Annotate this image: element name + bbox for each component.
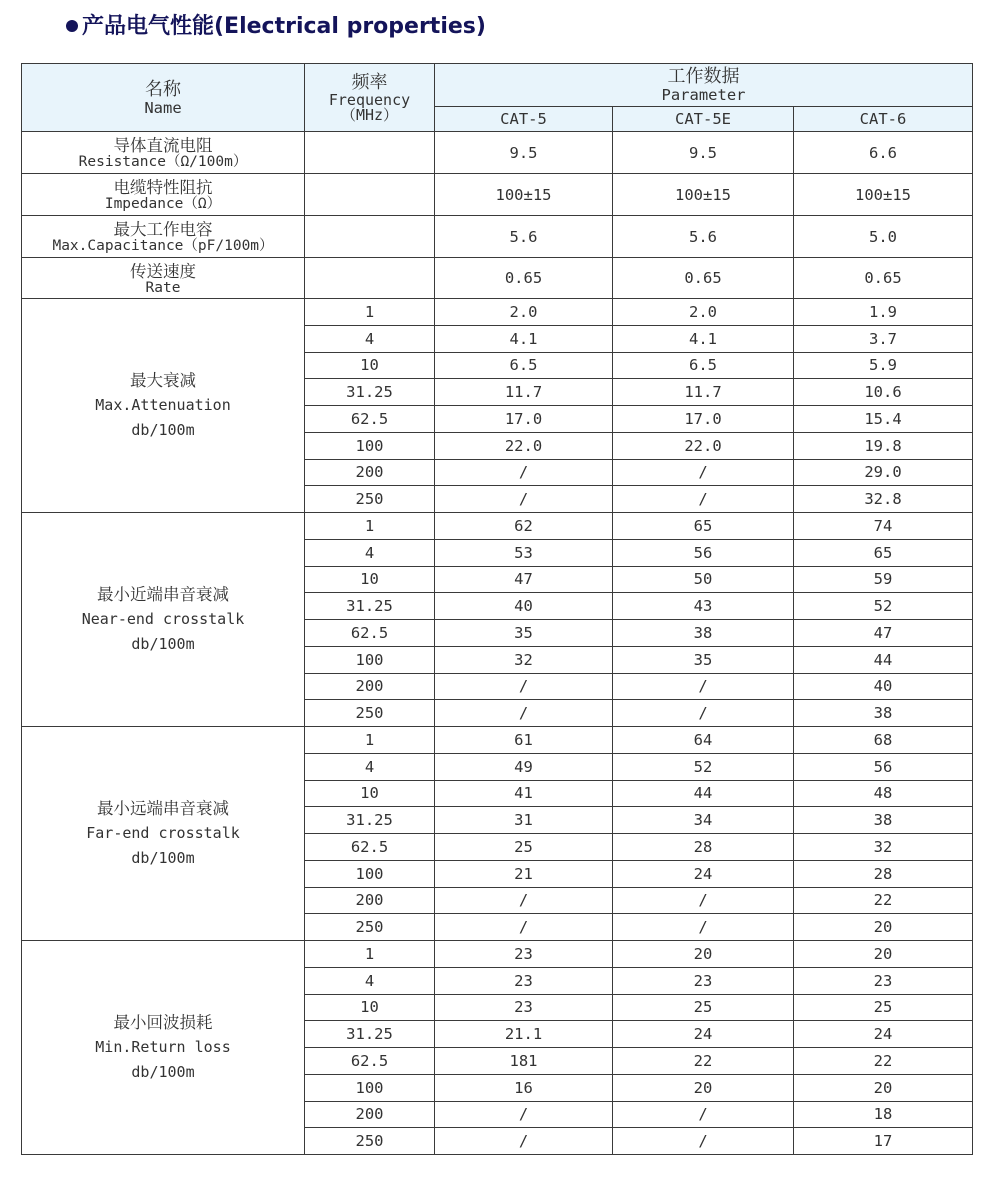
cat5e-value-cell: 100±15 <box>613 174 794 216</box>
cat5e-value-cell: 35 <box>613 646 794 673</box>
frequency-cell-empty <box>305 174 435 216</box>
cat5e-value-cell: 28 <box>613 834 794 861</box>
cat5e-value-cell: / <box>613 1101 794 1128</box>
group-name-zh: 最大衰减 <box>130 371 196 390</box>
frequency-cell: 31.25 <box>305 379 435 406</box>
cat5-value-cell: 23 <box>435 967 613 994</box>
cat6-value-cell: 24 <box>794 1021 973 1048</box>
frequency-cell-empty <box>305 216 435 258</box>
cat5-value-cell: 40 <box>435 593 613 620</box>
frequency-cell: 200 <box>305 673 435 700</box>
page-title-text: 产品电气性能(Electrical properties) <box>82 14 486 39</box>
frequency-cell: 250 <box>305 486 435 513</box>
cat6-value-cell: 1.9 <box>794 299 973 326</box>
frequency-cell: 1 <box>305 513 435 540</box>
cat6-value-cell: 65 <box>794 539 973 566</box>
frequency-cell: 250 <box>305 1128 435 1155</box>
frequency-cell: 31.25 <box>305 1021 435 1048</box>
cat5-value-cell: 0.65 <box>435 258 613 299</box>
cat5e-value-cell: 24 <box>613 1021 794 1048</box>
cat5e-value-cell: 6.5 <box>613 352 794 379</box>
property-name-en: Impedance（Ω） <box>104 196 222 212</box>
property-name-en: Max.Capacitance（pF/100m） <box>52 238 274 254</box>
cat6-value-cell: 38 <box>794 700 973 727</box>
measurement-row <box>22 941 973 968</box>
cat5e-value-cell: 38 <box>613 620 794 647</box>
name-header <box>22 64 305 132</box>
cat5e-value-cell: 22 <box>613 1048 794 1075</box>
cat6-value-cell: 59 <box>794 566 973 593</box>
cat5e-value-cell: 44 <box>613 780 794 807</box>
property-name-en: Resistance（Ω/100m） <box>78 154 248 170</box>
cat5e-value-cell: 22.0 <box>613 432 794 459</box>
electrical-properties-table <box>21 63 973 1155</box>
group-name-en: Max.Attenuation <box>95 396 231 414</box>
frequency-cell: 10 <box>305 352 435 379</box>
cat5-value-cell: 25 <box>435 834 613 861</box>
cat6-value-cell: 20 <box>794 914 973 941</box>
cat5e-value-cell: 52 <box>613 753 794 780</box>
cat6-value-cell: 74 <box>794 513 973 540</box>
cat6-value-cell: 40 <box>794 673 973 700</box>
frequency-cell-empty <box>305 258 435 299</box>
frequency-cell: 200 <box>305 1101 435 1128</box>
cat5e-value-cell: 9.5 <box>613 132 794 174</box>
cat5e-value-cell: 2.0 <box>613 299 794 326</box>
property-row <box>22 258 973 299</box>
cat6-value-cell: 20 <box>794 1074 973 1101</box>
cat5-value-cell: / <box>435 700 613 727</box>
frequency-cell: 10 <box>305 566 435 593</box>
cat6-value-cell: 100±15 <box>794 174 973 216</box>
cat5-value-cell: 11.7 <box>435 379 613 406</box>
cat6-value-cell: 20 <box>794 941 973 968</box>
parameter-header-en: Parameter <box>661 86 746 104</box>
frequency-cell: 1 <box>305 299 435 326</box>
cat5-value-cell: 23 <box>435 994 613 1021</box>
name-header-zh: 名称 <box>145 78 181 100</box>
cat5-value-cell: 53 <box>435 539 613 566</box>
cat6-value-cell: 6.6 <box>794 132 973 174</box>
cat5e-value-cell: 23 <box>613 967 794 994</box>
frequency-cell: 250 <box>305 700 435 727</box>
cat6-value-cell: 32 <box>794 834 973 861</box>
cat6-value-cell: 23 <box>794 967 973 994</box>
cat5e-value-cell: / <box>613 486 794 513</box>
cat5e-value-cell: / <box>613 459 794 486</box>
cat5-value-cell: 32 <box>435 646 613 673</box>
property-row <box>22 174 973 216</box>
cat5-value-cell: 31 <box>435 807 613 834</box>
cat6-value-cell: 68 <box>794 727 973 754</box>
property-name-cell <box>22 174 305 216</box>
cat6-value-cell: 5.9 <box>794 352 973 379</box>
cat6-value-cell: 10.6 <box>794 379 973 406</box>
cat6-value-cell: 22 <box>794 1048 973 1075</box>
cat5e-value-cell: 64 <box>613 727 794 754</box>
property-row <box>22 216 973 258</box>
cat5-value-cell: 100±15 <box>435 174 613 216</box>
cat5e-value-cell: / <box>613 700 794 727</box>
cat5-value-cell: / <box>435 1101 613 1128</box>
cat5e-value-cell: 17.0 <box>613 406 794 433</box>
frequency-header-en: Frequency <box>328 90 411 109</box>
cat6-value-cell: 52 <box>794 593 973 620</box>
cat6-value-cell: 28 <box>794 860 973 887</box>
cat5-value-cell: 61 <box>435 727 613 754</box>
cat5e-value-cell: 43 <box>613 593 794 620</box>
property-row <box>22 132 973 174</box>
cat5-value-cell: 5.6 <box>435 216 613 258</box>
measurement-row <box>22 299 973 326</box>
cat5e-value-cell: / <box>613 1128 794 1155</box>
cat5-value-cell: / <box>435 486 613 513</box>
header-row <box>22 64 973 107</box>
page-title <box>66 10 486 44</box>
cat5e-header: CAT-5E <box>613 107 794 132</box>
frequency-cell: 31.25 <box>305 807 435 834</box>
cat5e-value-cell: 20 <box>613 1074 794 1101</box>
frequency-cell: 4 <box>305 539 435 566</box>
cat5-value-cell: / <box>435 887 613 914</box>
cat5e-value-cell: 24 <box>613 860 794 887</box>
name-header-en: Name <box>144 98 182 117</box>
frequency-cell: 100 <box>305 432 435 459</box>
cat5-value-cell: 62 <box>435 513 613 540</box>
cat5-value-cell: / <box>435 459 613 486</box>
group-name-cell <box>22 727 305 941</box>
cat5-value-cell: 9.5 <box>435 132 613 174</box>
cat5-value-cell: 17.0 <box>435 406 613 433</box>
frequency-cell: 4 <box>305 967 435 994</box>
cat5-value-cell: 41 <box>435 780 613 807</box>
cat5-value-cell: 4.1 <box>435 325 613 352</box>
group-unit: db/100m <box>131 421 195 439</box>
frequency-header-unit: （MHz） <box>340 105 399 124</box>
cat5-value-cell: 22.0 <box>435 432 613 459</box>
measurement-row <box>22 727 973 754</box>
property-name-zh: 最大工作电容 <box>113 220 213 239</box>
cat6-header: CAT-6 <box>794 107 973 132</box>
property-name-zh: 电缆特性阻抗 <box>113 178 213 197</box>
measurement-row <box>22 513 973 540</box>
cat5-value-cell: 23 <box>435 941 613 968</box>
group-name-cell <box>22 513 305 727</box>
frequency-cell: 62.5 <box>305 406 435 433</box>
property-name-cell <box>22 258 305 299</box>
cat6-value-cell: 5.0 <box>794 216 973 258</box>
cat6-value-cell: 38 <box>794 807 973 834</box>
group-name-zh: 最小近端串音衰减 <box>97 585 229 604</box>
group-unit: db/100m <box>131 849 195 867</box>
cat5e-value-cell: / <box>613 887 794 914</box>
cat6-value-cell: 15.4 <box>794 406 973 433</box>
cat5-value-cell: 6.5 <box>435 352 613 379</box>
cat6-value-cell: 56 <box>794 753 973 780</box>
cat6-value-cell: 25 <box>794 994 973 1021</box>
cat5-header: CAT-5 <box>435 107 613 132</box>
cat6-value-cell: 22 <box>794 887 973 914</box>
cat5e-value-cell: 5.6 <box>613 216 794 258</box>
frequency-cell: 4 <box>305 325 435 352</box>
cat5-value-cell: 21 <box>435 860 613 887</box>
frequency-cell: 62.5 <box>305 620 435 647</box>
cat5-value-cell: 16 <box>435 1074 613 1101</box>
cat6-value-cell: 32.8 <box>794 486 973 513</box>
property-name-zh: 传送速度 <box>130 261 196 281</box>
cat6-value-cell: 44 <box>794 646 973 673</box>
frequency-header <box>305 64 435 132</box>
cat5e-value-cell: / <box>613 673 794 700</box>
group-name-zh: 最小回波损耗 <box>113 1013 213 1032</box>
cat6-value-cell: 18 <box>794 1101 973 1128</box>
cat6-value-cell: 47 <box>794 620 973 647</box>
property-name-cell <box>22 216 305 258</box>
cat5-value-cell: 2.0 <box>435 299 613 326</box>
cat5e-value-cell: 56 <box>613 539 794 566</box>
cat5-value-cell: 47 <box>435 566 613 593</box>
frequency-cell: 250 <box>305 914 435 941</box>
frequency-cell: 1 <box>305 727 435 754</box>
frequency-cell: 10 <box>305 780 435 807</box>
cat6-value-cell: 29.0 <box>794 459 973 486</box>
frequency-cell-empty <box>305 132 435 174</box>
property-name-zh: 导体直流电阻 <box>113 136 213 155</box>
cat6-value-cell: 17 <box>794 1128 973 1155</box>
cat5-value-cell: / <box>435 673 613 700</box>
group-name-en: Near-end crosstalk <box>81 610 245 628</box>
cat5e-value-cell: 65 <box>613 513 794 540</box>
cat5-value-cell: 21.1 <box>435 1021 613 1048</box>
frequency-cell: 31.25 <box>305 593 435 620</box>
group-name-cell <box>22 299 305 513</box>
group-name-zh: 最小远端串音衰减 <box>97 799 229 818</box>
cat5-value-cell: 181 <box>435 1048 613 1075</box>
cat6-value-cell: 3.7 <box>794 325 973 352</box>
parameter-header-zh: 工作数据 <box>667 66 740 87</box>
group-name-cell <box>22 941 305 1155</box>
frequency-cell: 62.5 <box>305 1048 435 1075</box>
parameter-header <box>435 64 973 107</box>
group-name-en: Far-end crosstalk <box>86 824 240 842</box>
frequency-cell: 100 <box>305 646 435 673</box>
cat5-value-cell: / <box>435 914 613 941</box>
cat6-value-cell: 48 <box>794 780 973 807</box>
property-name-en: Rate <box>145 279 181 296</box>
cat6-value-cell: 0.65 <box>794 258 973 299</box>
cat5e-value-cell: 34 <box>613 807 794 834</box>
cat5-value-cell: 49 <box>435 753 613 780</box>
frequency-cell: 62.5 <box>305 834 435 861</box>
group-name-en: Min.Return loss <box>95 1038 231 1056</box>
cat5-value-cell: / <box>435 1128 613 1155</box>
frequency-cell: 200 <box>305 459 435 486</box>
cat5e-value-cell: 50 <box>613 566 794 593</box>
cat5e-value-cell: 4.1 <box>613 325 794 352</box>
frequency-cell: 10 <box>305 994 435 1021</box>
group-unit: db/100m <box>131 1063 195 1081</box>
cat6-value-cell: 19.8 <box>794 432 973 459</box>
frequency-cell: 1 <box>305 941 435 968</box>
frequency-header-zh: 频率 <box>351 71 388 93</box>
bullet-icon <box>66 20 78 32</box>
cat5-value-cell: 35 <box>435 620 613 647</box>
frequency-cell: 100 <box>305 860 435 887</box>
frequency-cell: 100 <box>305 1074 435 1101</box>
group-unit: db/100m <box>131 635 195 653</box>
cat5e-value-cell: 0.65 <box>613 258 794 299</box>
cat5e-value-cell: / <box>613 914 794 941</box>
frequency-cell: 200 <box>305 887 435 914</box>
cat5e-value-cell: 25 <box>613 994 794 1021</box>
frequency-cell: 4 <box>305 753 435 780</box>
cat5e-value-cell: 20 <box>613 941 794 968</box>
property-name-cell <box>22 132 305 174</box>
cat5e-value-cell: 11.7 <box>613 379 794 406</box>
